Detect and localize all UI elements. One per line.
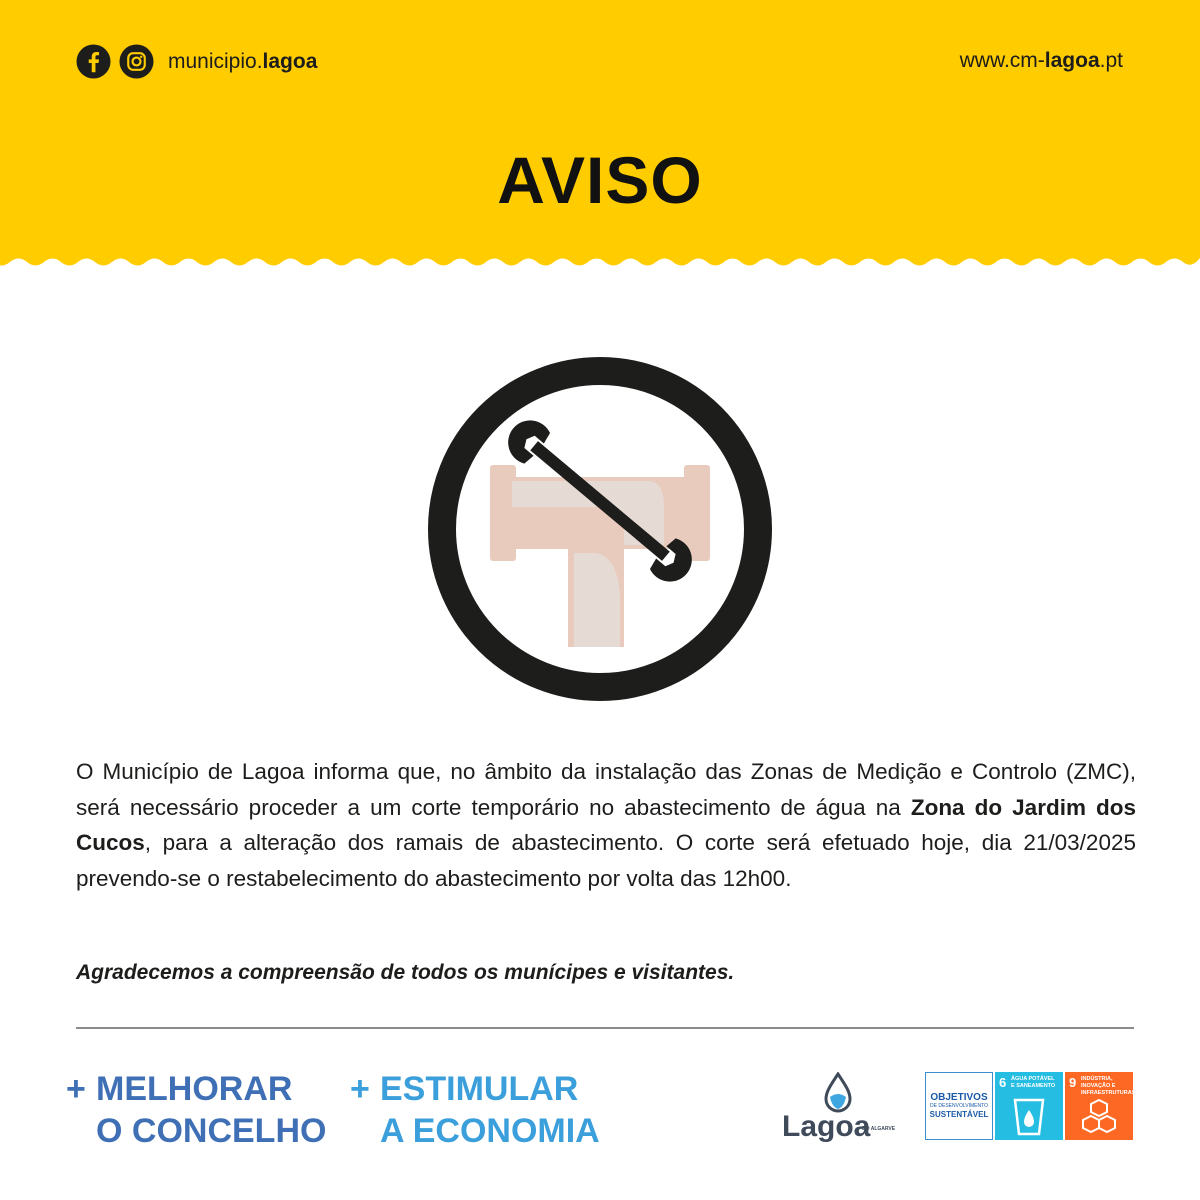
notice-body-part2: , para a alteração dos ramais de abastecimento. O corte será efetuado hoje, dia 21/03/2025 prevendo-se o restabelecimento do abastecimento por volta das 12h00. [76,830,1136,891]
cubes-icon [1079,1098,1119,1136]
goal-number: 9 [1069,1075,1077,1090]
slogan-line: O CONCELHO [96,1112,327,1150]
slogan-estimular [350,1068,600,1152]
slogan-plus: + [350,1070,370,1108]
social-links [76,44,317,79]
divider [76,1027,1134,1029]
logo-word: Lagoa [782,1110,871,1142]
sdg-goal-6 [995,1072,1063,1140]
logo-sub: DO ALGARVE [862,1126,896,1132]
handle-prefix: municipio. [168,49,263,73]
header [0,0,1200,290]
slogan-line: A ECONOMIA [380,1112,600,1150]
sdg-subtitle: DE DESENVOLVIMENTO [930,1103,988,1109]
sdg-badges [925,1072,1135,1142]
social-handle[interactable] [168,50,317,74]
goal-number: 6 [999,1075,1007,1090]
site-prefix: www.cm- [959,49,1045,72]
sdg-goal-9 [1065,1072,1136,1140]
goal-label: ÁGUA POTÁVEL E SANEAMENTO [1011,1076,1056,1089]
slogan-melhorar [66,1068,326,1152]
instagram-icon[interactable] [119,44,154,79]
notice-body-part1: O Município de Lagoa informa que, no âmbito da instalação das Zonas de Medição e Controlo (ZMC), será necessário proceder a um corte temporário no abastecimento de água na [76,759,1136,820]
sdg-logo [925,1072,993,1140]
facebook-icon[interactable] [76,44,111,79]
site-bold: lagoa [1044,49,1100,72]
goal-label: INDÚSTRIA, INOVAÇÃO E INFRAESTRUTURAS [1081,1076,1136,1096]
notice-body-location: Zona do Jardim dos Cucos [76,794,1137,855]
sdg-subtitle2: SUSTENTÁVEL [929,1110,989,1119]
notice-body [76,754,1136,896]
pipe-wrench-icon [428,357,772,701]
sdg-title: OBJETIVOS [930,1092,988,1103]
website-link[interactable] [960,49,1123,73]
lagoa-logo [780,1072,896,1142]
water-glass-icon [1009,1098,1049,1136]
slogan-line: MELHORAR [96,1070,293,1108]
page-title: AVISO [497,143,703,217]
thanks-note: Agradecemos a compreensão de todos os munícipes e visitantes. [76,961,735,984]
slogan-line: ESTIMULAR [380,1070,579,1108]
site-suffix: .pt [1099,49,1123,72]
slogan-plus: + [66,1070,86,1108]
handle-bold: lagoa [262,49,318,73]
